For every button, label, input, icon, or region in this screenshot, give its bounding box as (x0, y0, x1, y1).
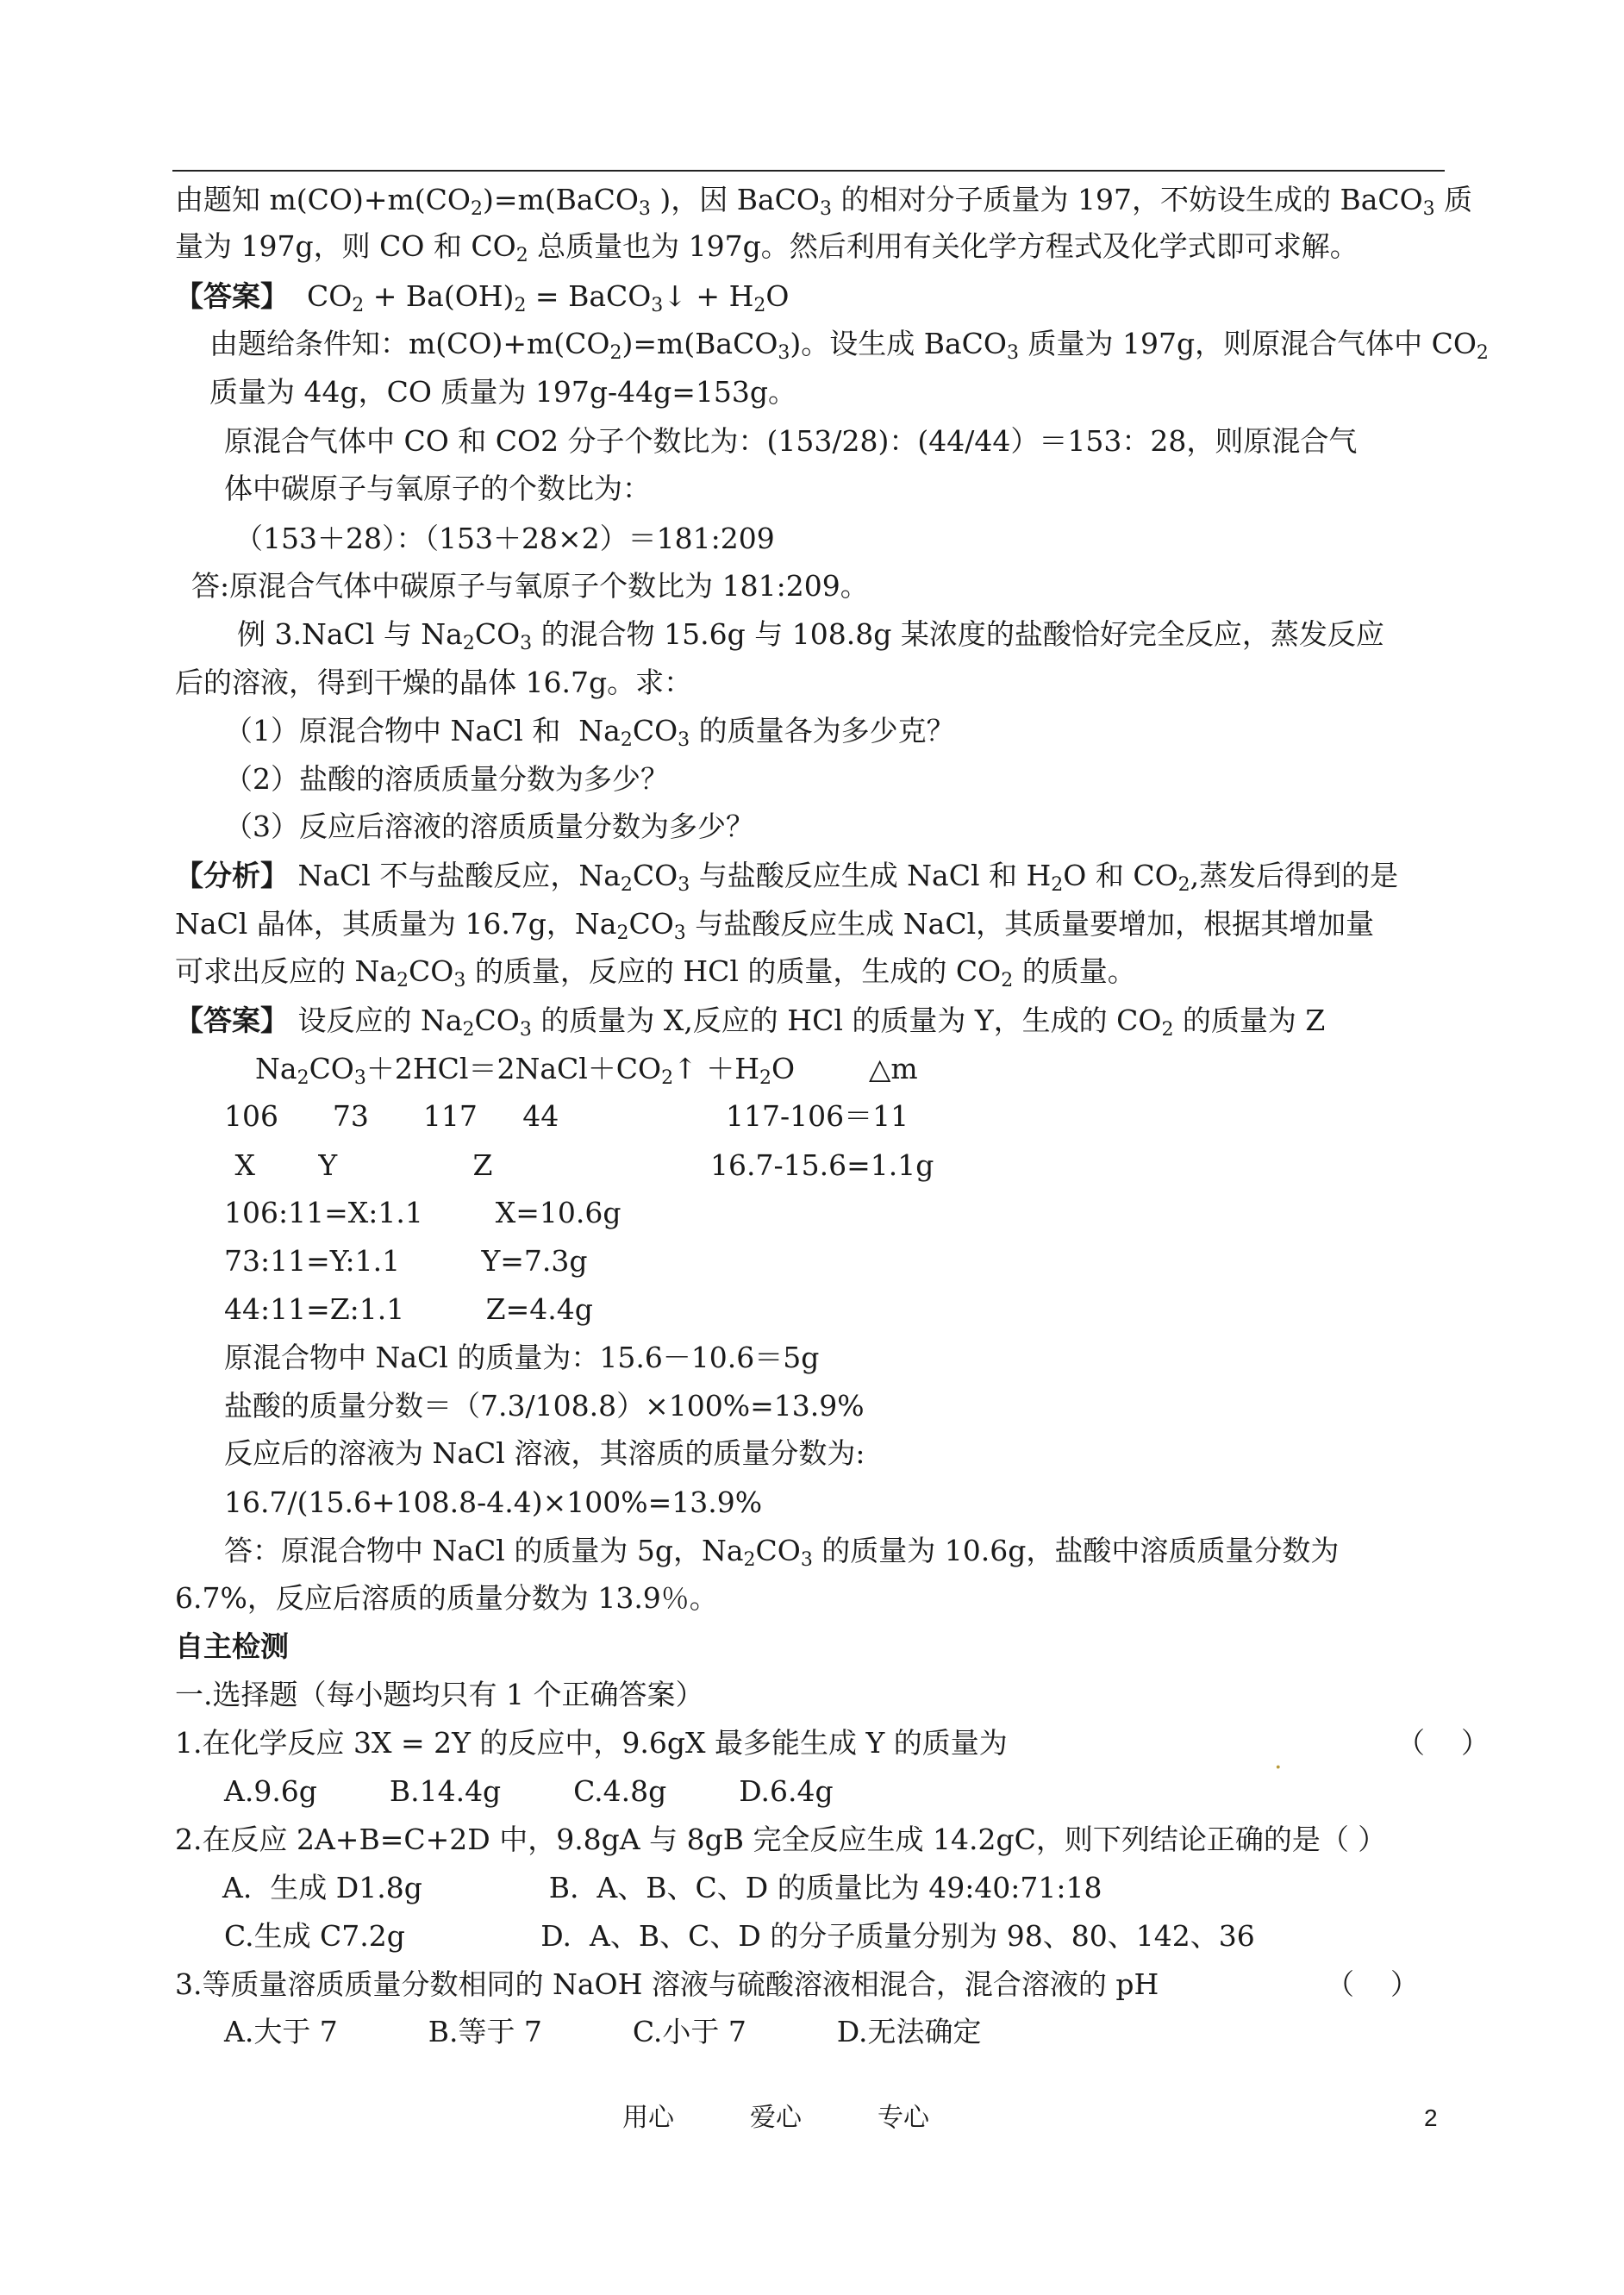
analysis-3-line-2: NaCl 晶体，其质量为 16.7g，$Na_2CO_3$ 与盐酸反应生成 NaCl，其质量要增加，根据其增加量 (175, 907, 1375, 944)
answer-tag: 【答案】 (175, 279, 289, 313)
header-rule (172, 170, 1445, 172)
answer-3-result-4: 16.7/(15.6+108.8-4.4)×100%=13.9% (224, 1485, 763, 1519)
answer-3-calc-z: 44:11=Z:1.1 Z=4.4g (224, 1292, 593, 1326)
answer-3-molar-masses: 106 73 117 44 (224, 1099, 559, 1133)
question-1-options: A.9.6g B.14.4g C.4.8g D.6.4g (224, 1774, 834, 1808)
page-number: 2 (1424, 2104, 1438, 2131)
footer-motto-1: 用心 (622, 2103, 674, 2133)
example-3-line-2: 后的溶液，得到干燥的晶体 16.7g。求： (175, 666, 693, 699)
stray-dot: . (1274, 1745, 1283, 1775)
answer-1-paragraph-2: 质量为 44g，CO 质量为 197g-44g=153g。 (209, 375, 797, 409)
analysis-tag: 【分析】 (175, 859, 289, 892)
answer-3-result-2: 盐酸的质量分数＝（7.3/108.8）×100%=13.9% (224, 1389, 865, 1423)
answer-3-mass-difference: 117-106＝11 (726, 1099, 909, 1133)
answer-tag: 【答案】 (175, 1004, 289, 1037)
answer-3-result-3: 反应后的溶液为 NaCl 溶液，其溶质的质量分数为: (224, 1436, 865, 1470)
answer-3-final-1: 答：原混合物中 NaCl 的质量为 5g，$Na_2CO_3$ 的质量为 10.6g，盐酸中溶质质量分数为 (224, 1534, 1340, 1571)
footer-motto-2: 爱心 (750, 2103, 802, 2133)
question-2-options-row-2: C.生成 C7.2g D. A、B、C、D 的分子质量分别为 98、80、142、36 (224, 1919, 1255, 1953)
answer-1-conclusion: 答:原混合气体中碳原子与氧原子个数比为 181:209。 (191, 569, 869, 603)
example-3-question-3: （3）反应后溶液的溶质质量分数为多少？ (224, 810, 754, 843)
answer-3-unknowns: X Y Z (226, 1148, 493, 1182)
answer-3-actual-difference: 16.7-15.6=1.1g (710, 1148, 934, 1182)
analysis-3-line-3: 可求出反应的 $Na_2CO_3$ 的质量，反应的 HCl 的质量，生成的 $CO_2$ 的质量。 (175, 954, 1136, 991)
example-3-line-1: 例 3.NaCl 与 $Na_2CO_3$ 的混合物 15.6g 与 108.8g 某浓度的盐酸恰好完全反应，蒸发反应 (237, 617, 1384, 654)
answer-3-calc-x: 106:11=X:1.1 X=10.6g (224, 1196, 621, 1229)
answer-1-ratio: （153＋28）：（153＋28×2）＝181:209 (234, 522, 775, 555)
answer-3-setup: 【答案】 设反应的 $Na_2CO_3$ 的质量为 X,反应的 HCl 的质量为 Y，生成的 $CO_2$ 的质量为 Z (175, 1004, 1326, 1041)
question-1-answer-blank[interactable]: （ ） (1396, 1726, 1490, 1760)
answer-1-paragraph-3: 原混合气体中 CO 和 CO2 分子个数比为：(153/28)：(44/44）＝153：28，则原混合气 (224, 424, 1358, 458)
question-3-answer-blank[interactable]: （ ） (1326, 1967, 1419, 2001)
question-3: 3.等质量溶质质量分数相同的 NaOH 溶液与硫酸溶液相混合，混合溶液的 pH (175, 1967, 1159, 2001)
analysis-3-line-1: 【分析】 NaCl 不与盐酸反应，$Na_2CO_3$ 与盐酸反应生成 NaCl 和 $H_2O$ 和 $CO_2$,蒸发后得到的是 (175, 859, 1399, 896)
example-3-question-2: （2）盐酸的溶质质量分数为多少？ (224, 762, 669, 796)
analysis-intro-line-1: 由题知 $m(CO)+m(CO_2)=m(BaCO_3$ )，因 BaCO$_3$ 的相对分子质量为 197，不妨设生成的 BaCO$_3$ 质 (175, 183, 1473, 220)
answer-3-calc-y: 73:11=Y:1.1 Y=7.3g (224, 1244, 588, 1278)
answer-3-delta-m: △m (869, 1052, 918, 1085)
answer-3-result-1: 原混合物中 NaCl 的质量为：15.6－10.6＝5g (224, 1341, 820, 1374)
self-test-section-title: 一.选择题（每小题均只有 1 个正确答案） (175, 1678, 704, 1711)
answer-3-equation: $Na_2CO_3+2HCl=2NaCl+CO_2↑ +H_2O$ (255, 1052, 796, 1089)
answer-1-paragraph-4: 体中碳原子与氧原子的个数比为： (224, 472, 651, 505)
question-2: 2.在反应 2A+B=C+2D 中，9.8gA 与 8gB 完全反应生成 14.2gC，则下列结论正确的是（ ） (175, 1823, 1387, 1856)
question-1: 1.在化学反应 3X = 2Y 的反应中，9.6gX 最多能生成 Y 的质量为 (175, 1726, 1008, 1760)
footer-motto-3: 专心 (878, 2103, 929, 2133)
answer-3-final-2: 6.7%，反应后溶质的质量分数为 13.9％。 (175, 1581, 718, 1615)
analysis-intro-line-2: 量为 197g，则 CO 和 $CO_2$ 总质量也为 197g。然后利用有关化学方程式及化学式即可求解。 (175, 229, 1359, 266)
answer-1-equation: 【答案】 $CO_2 + Ba(OH)_2$ = BaCO$_3$↓ + $H_2O$ (175, 279, 790, 316)
self-test-heading: 自主检测 (175, 1629, 289, 1663)
question-3-options: A.大于 7 B.等于 7 C.小于 7 D.无法确定 (224, 2015, 982, 2048)
example-3-question-1: （1）原混合物中 NaCl 和 $Na_2CO_3$ 的质量各为多少克？ (224, 714, 955, 751)
question-2-options-row-1: A. 生成 D1.8g B. A、B、C、D 的质量比为 49:40:71:18 (222, 1871, 1102, 1904)
answer-1-paragraph-1: 由题给条件知：$m(CO)+m(CO_2)=m(BaCO_3)$。设生成 BaCO$_3$ 质量为 197g，则原混合气体中 $CO_2$ (209, 327, 1489, 364)
